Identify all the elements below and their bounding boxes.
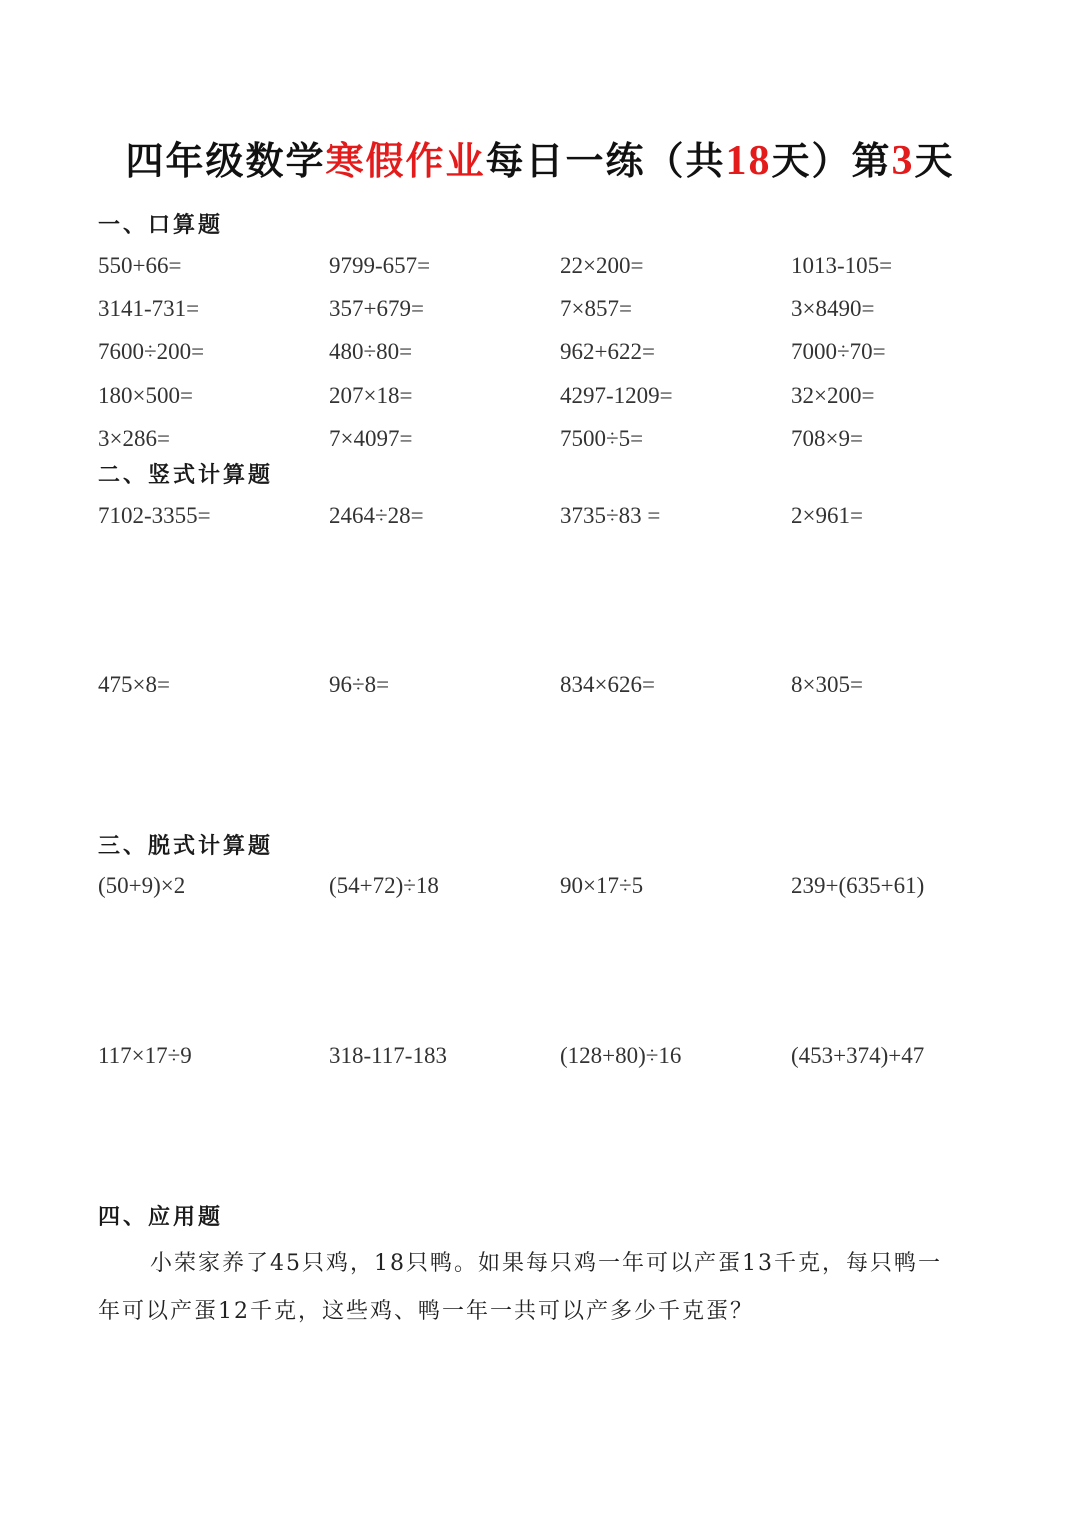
title-highlight: 寒假作业 [325,138,486,183]
problem: 3141-731= [98,296,200,321]
problem-row [98,1043,1058,1075]
section-heading-mental-math: 一、口算题 [98,212,224,238]
problem: 357+679= [329,296,424,321]
problem: 7×4097= [329,426,413,451]
title-day-number: 3 [891,138,915,184]
problem: 550+66= [98,253,182,278]
word-problem-line-2: 年可以产蛋12千克，这些鸡、鸭一年一共可以产多少千克蛋？ [98,1299,754,1324]
problem: 22×200= [560,253,644,278]
problem: 96÷8= [329,672,390,697]
problem: 475×8= [98,672,170,697]
problem-row [98,426,1058,458]
problem: 2464÷28= [329,503,424,528]
problem-row [98,296,1058,328]
problem: 7600÷200= [98,339,205,364]
problem: (54+72)÷18 [329,873,439,898]
problem: 180×500= [98,383,193,408]
problem: 7102-3355= [98,503,211,528]
problem: 2×961= [791,503,863,528]
problem: 7×857= [560,296,632,321]
title-part-1: 四年级数学 [125,138,326,183]
problem: 3×8490= [791,296,875,321]
problem: (128+80)÷16 [560,1043,682,1068]
problem: 834×626= [560,672,655,697]
problem: 90×17÷5 [560,873,644,898]
problem: 239+(635+61) [791,873,925,898]
problem-row [98,503,1058,535]
problem: 7000÷70= [791,339,886,364]
problem: 8×305= [791,672,863,697]
title-total-days: 18 [725,138,772,184]
page-title [0,130,1080,185]
problem: 708×9= [791,426,863,451]
problem: 1013-105= [791,253,893,278]
problem: (50+9)×2 [98,873,186,898]
problem-row [98,383,1058,415]
problem: 207×18= [329,383,413,408]
problem: 32×200= [791,383,875,408]
problem: 962+622= [560,339,655,364]
problem-row [98,873,1058,905]
problem-row [98,339,1058,371]
problem: 3735÷83 = [560,503,661,528]
title-part-7: 天 [914,138,955,183]
problem: 4297-1209= [560,383,673,408]
problem: 9799-657= [329,253,431,278]
problem-row [98,253,1058,285]
section-heading-vertical-calc: 二、竖式计算题 [98,462,274,488]
problem: 117×17÷9 [98,1043,192,1068]
word-problem-line-1: 小荣家养了45只鸡，18只鸭。如果每只鸡一年可以产蛋13千克，每只鸭一 [150,1251,942,1276]
title-part-3: 每日一练（共 [485,138,726,183]
problem-row [98,672,1058,704]
title-part-5: 天）第 [771,138,892,183]
section-heading-step-calc: 三、脱式计算题 [98,833,274,859]
problem: 7500÷5= [560,426,644,451]
problem: 480÷80= [329,339,413,364]
problem: 3×286= [98,426,170,451]
problem: 318-117-183 [329,1043,447,1068]
section-heading-word-problem: 四、应用题 [98,1204,224,1230]
problem: (453+374)+47 [791,1043,925,1068]
